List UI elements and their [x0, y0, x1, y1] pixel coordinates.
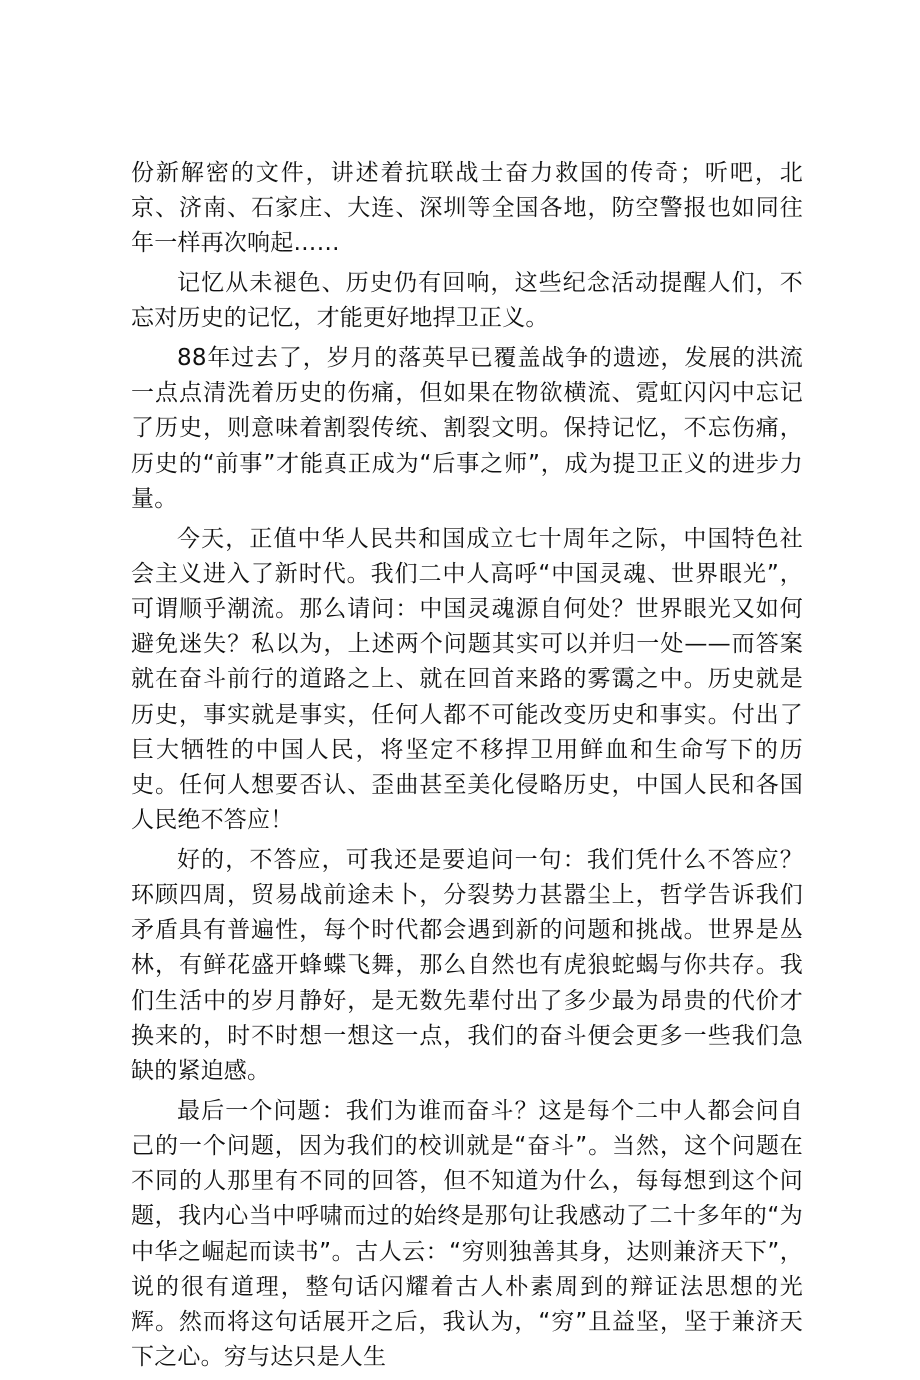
paragraph-for-whom: 最后一个问题：我们为谁而奋斗？这是每个二中人都会问自己的一个问题，因为我们的校训就是“奋斗”。当然，这个问题在不同的人那里有不同的回答，但不知道为什么，每每想到这个问题，我内心当中呼啸而过的始终是那句让我感动了二十多年的“为中华之崛起而读书”。古人云：“穷则独善其身，达则兼济天下”，说的很有道理，整句话闪耀着古人朴素周到的辩证法思想的光辉。然而将这句话展开之后，我认为，“穷”且益坚，坚于兼济天下之心。穷与达只是人生 — [131, 1097, 803, 1371]
paragraph-memory: 记忆从未褪色、历史仍有回响，这些纪念活动提醒人们，不忘对历史的记忆，才能更好地捍卫正义。 — [131, 270, 803, 332]
paragraph-new-era: 今天，正值中华人民共和国成立七十周年之际，中国特色社会主义进入了新时代。我们二中人高呼“中国灵魂、世界眼光”，可谓顺乎潮流。那么请问：中国灵魂源自何处？世界眼光又如何避免迷失？私以为，上述两个问题其实可以并归一处——而答案就在奋斗前行的道路之上、就在回首来路的雾霭之中。历史就是历史，事实就是事实，任何人都不可能改变历史和事实。付出了巨大牺牲的中国人民，将坚定不移捍卫用鲜血和生命写下的历史。任何人想要否认、歪曲甚至美化侵略历史，中国人民和各国人民绝不答应！ — [131, 525, 803, 834]
paragraph-continued: 份新解密的文件，讲述着抗联战士奋力救国的传奇；听吧，北京、济南、石家庄、大连、深圳等全国各地，防空警报也如同往年一样再次响起…… — [131, 160, 803, 257]
article-body — [131, 156, 803, 1380]
paragraph-88-years: 88年过去了，岁月的落英早已覆盖战争的遗迹，发展的洪流一点点清洗着历史的伤痛，但如果在物欲横流、霓虹闪闪中忘记了历史，则意味着割裂传统、割裂文明。保持记忆，不忘伤痛，历史的“前事”才能真正成为“后事之师”，成为提卫正义的进步力量。 — [131, 345, 803, 512]
paragraph-why-not-agree: 好的，不答应，可我还是要追问一句：我们凭什么不答应？环顾四周，贸易战前途未卜，分裂势力甚嚣尘上，哲学告诉我们矛盾具有普遍性，每个时代都会遇到新的问题和挑战。世界是丛林，有鲜花盛开蜂蝶飞舞，那么自然也有虎狼蛇蝎与你共存。我们生活中的岁月静好，是无数先辈付出了多少最为昂贵的代价才换来的，时不时想一想这一点，我们的奋斗便会更多一些我们急缺的紧迫感。 — [131, 846, 803, 1085]
